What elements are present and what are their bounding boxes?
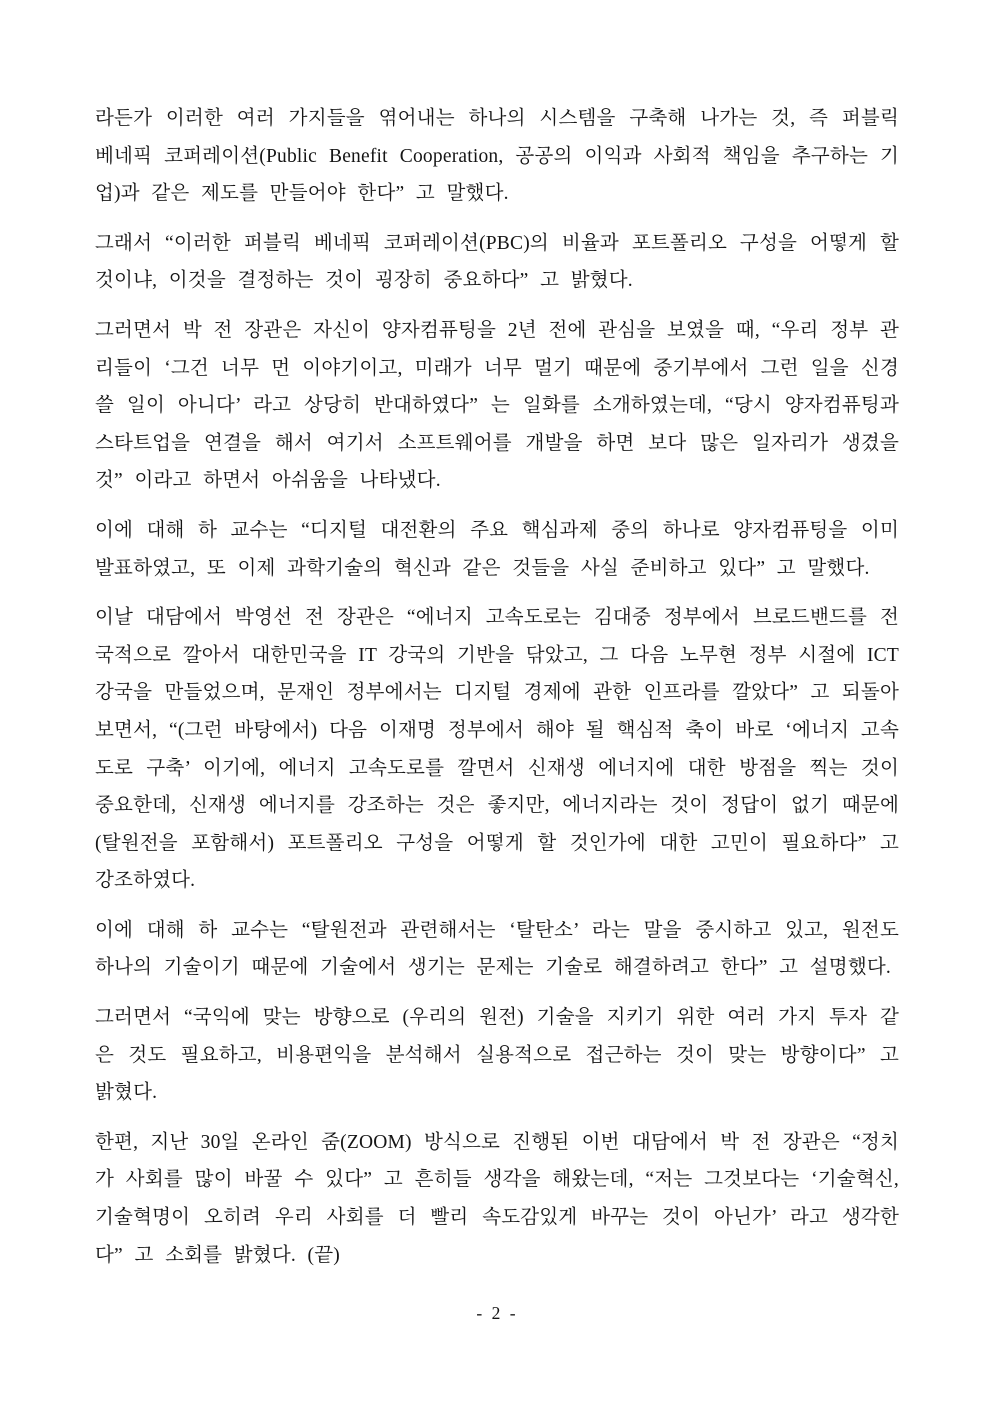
paragraph-4: 이에 대해 하 교수는 “디지털 대전환의 주요 핵심과제 중의 하나로 양자컴퓨팅을 이미 발표하였고, 또 이제 과학기술의 혁신과 같은 것들을 사실 준비하고 있다” 고 말했다.: [95, 519, 899, 579]
paragraph-6: 이에 대해 하 교수는 “탈원전과 관련해서는 ‘탈탄소’ 라는 말을 중시하고 있고, 원전도 하나의 기술이기 때문에 기술에서 생기는 문제는 기술로 해결하려고 한다” 고 설명했다.: [95, 919, 899, 979]
paragraph-3: 그러면서 박 전 장관은 자신이 양자컴퓨팅을 2년 전에 관심을 보였을 때, “우리 정부 관리들이 ‘그건 너무 먼 이야기이고, 미래가 너무 멀기 때문에 중기부에서 그런 일을 신경 쓸 일이 아니다’ 라고 상당히 반대하였다” 는 일화를 소개하였는데, “당시 양자컴퓨팅과 스타트업을 연결을 해서 여기서 소프트웨어를 개발을 하면 보다 많은 일자리가 생겼을 것” 이라고 하면서 아쉬움을 나타냈다.: [95, 319, 899, 492]
paragraph-1: 라든가 이러한 여러 가지들을 엮어내는 하나의 시스템을 구축해 나가는 것, 즉 퍼블릭 베네픽 코퍼레이션(Public Benefit Cooperation, 공공의 이익과 사회적 책임을 추구하는 기업)과 같은 제도를 만들어야 한다” 고 말했다.: [95, 108, 899, 205]
paragraph-7: 그러면서 “국익에 맞는 방향으로 (우리의 원전) 기술을 지키기 위한 여러 가지 투자 같은 것도 필요하고, 비용편익을 분석해서 실용적으로 접근하는 것이 맞는 방향이다” 고 밝혔다.: [95, 1007, 899, 1104]
paragraph-8: 한편, 지난 30일 온라인 줌(ZOOM) 방식으로 진행된 이번 대담에서 박 전 장관은 “정치가 사회를 많이 바꿀 수 있다” 고 흔히들 생각을 해왔는데, “저는 그것보다는 ‘기술혁신, 기술혁명이 오히려 우리 사회를 더 빨리 속도감있게 바꾸는 것이 아닌가’ 라고 생각한다” 고 소회를 밝혔다. (끝): [95, 1131, 899, 1266]
document-body: [95, 100, 899, 1286]
paragraph-2: 그래서 “이러한 퍼블릭 베네픽 코퍼레이션(PBC)의 비율과 포트폴리오 구성을 어떻게 할 것이냐, 이것을 결정하는 것이 굉장히 중요하다” 고 밝혔다.: [95, 232, 899, 292]
paragraph-5: 이날 대담에서 박영선 전 장관은 “에너지 고속도로는 김대중 정부에서 브로드밴드를 전국적으로 깔아서 대한민국을 IT 강국의 기반을 닦았고, 그 다음 노무현 정부 시절에 ICT 강국을 만들었으며, 문재인 정부에서는 디지털 경제에 관한 인프라를 깔았다” 고 되돌아보면서, “(그런 바탕에서) 다음 이재명 정부에서 해야 될 핵심적 축이 바로 ‘에너지 고속도로 구축’ 이기에, 에너지 고속도로를 깔면서 신재생 에너지에 대한 방점을 찍는 것이 중요한데, 신재생 에너지를 강조하는 것은 좋지만, 에너지라는 것이 정답이 없기 때문에 (탈원전을 포함해서) 포트폴리오 구성을 어떻게 할 것인가에 대한 고민이 필요하다” 고 강조하였다.: [95, 607, 899, 892]
page-number: - 2 -: [476, 1303, 516, 1323]
